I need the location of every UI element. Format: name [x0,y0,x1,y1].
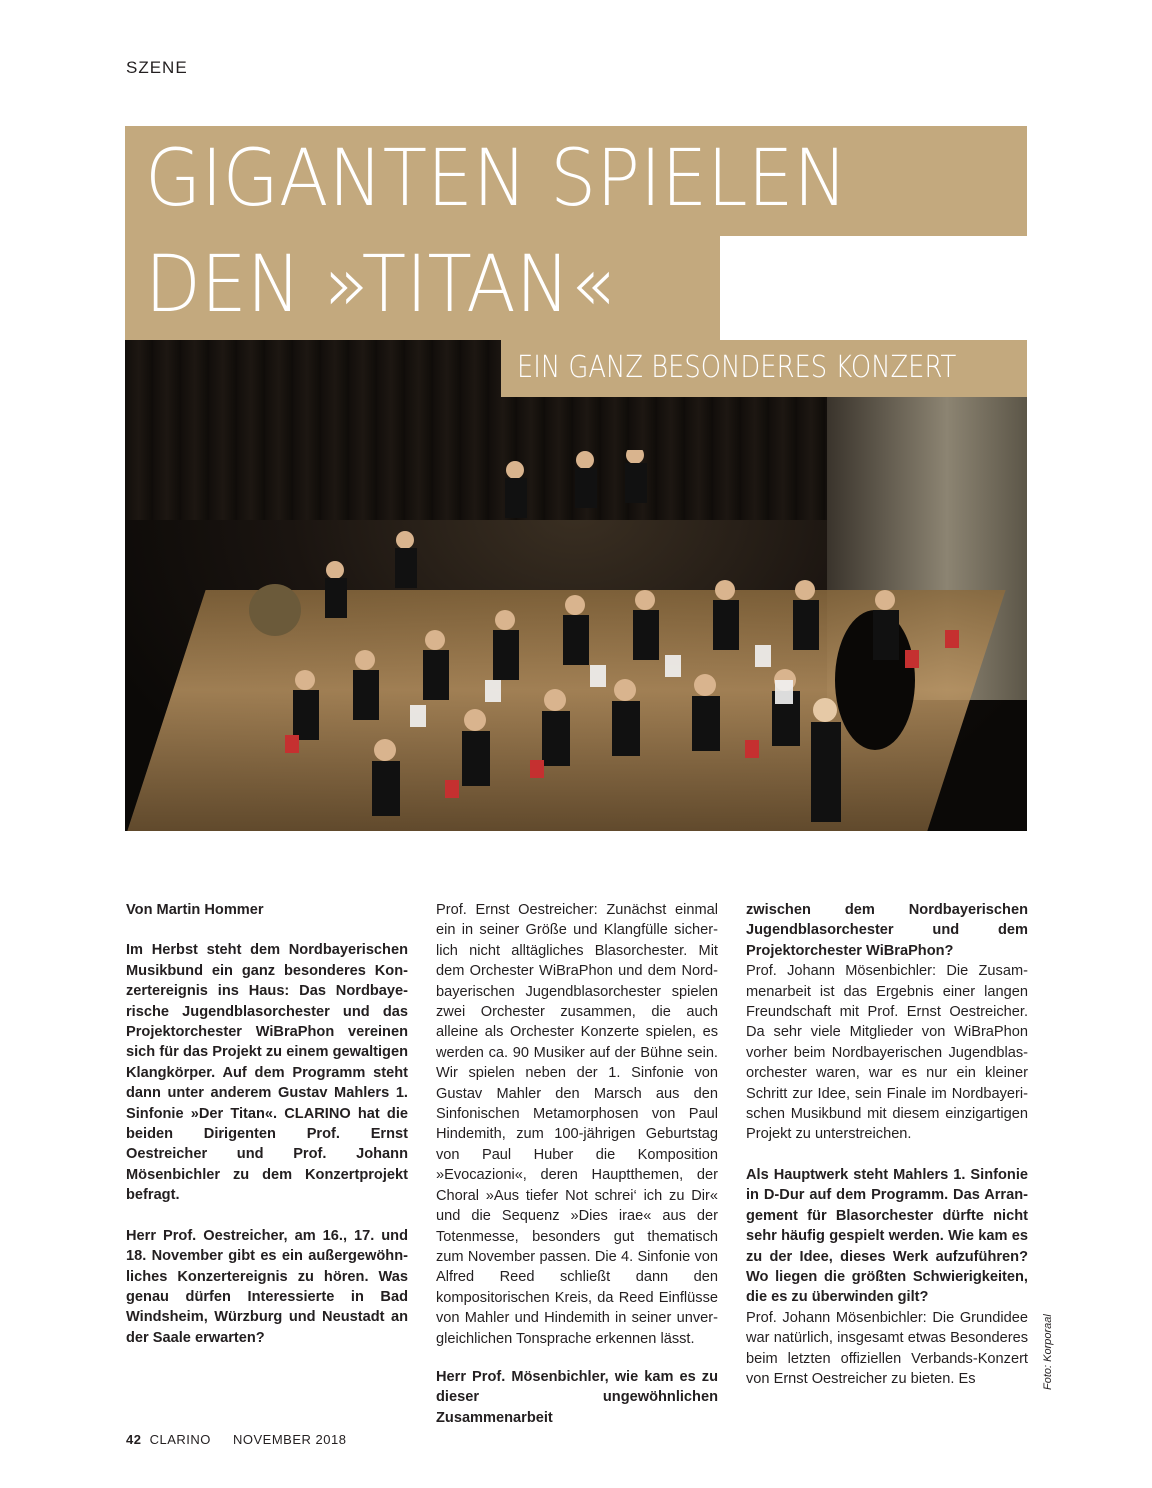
answer-3: Prof. Johann Mösenbichler: Die Grundidee war natürlich, insgesamt etwas Besonderes beim letzten offiziellen Verbands-Konzert von Ernst Oestreicher zu bieten. Es [746,1309,1028,1387]
section-label: SZENE [126,58,188,77]
page-number: 42 [126,1432,142,1447]
orchestra-photo [125,340,1027,831]
photo-credit: Foto: Korporaal [1042,1314,1054,1390]
question-2-continued: zwischen dem Nordbayerischen Jugendblasorchester und dem Projektorchester WiBraPhon? [746,902,1028,959]
answer-2: Prof. Johann Mösenbichler: Die Zusammenarbeit ist das Ergebnis einer langen Freundschaft mit Prof. Ernst Oestreicher. Da sehr viele Mitglieder von WiBraPhon vorher beim Nordbayerischen Jugendblasorchester waren, war es nur ein kleiner Schritt zur Idee, sein Finale im Nordbayerischen Musikbund mit diesem einzigartigen Projekt zu unterstreichen. [746,963,1028,1143]
question-2: Herr Prof. Mösenbichler, wie kam es zu dieser ungewöhnlichen Zusammenarbeit [436,1368,718,1426]
headline-line-2: DEN »TITAN« [145,240,615,330]
byline: Von Martin Hommer [126,902,264,918]
answer-1: Prof. Ernst Oestreicher: Zunächst einmal ein in seiner Größe und Klangfülle sicherlich nicht alltägliches Blasorchester. Mit dem Orchester WiBraPhon und dem Nordbayerischen Jugendblasorchester spielen zwei Orchester zusammen, die auch alleine als Orchester Konzerte spielen, es werden ca. 90 Musiker auf der Bühne sein. Wir spielen neben der 1. Sinfonie von Gustav Mahler den Marsch aus den Sinfonischen Metamorphosen von Paul Hindemith, zum 100-jährigen Geburtstag von Paul Huber die Komposition »Evocazioni«, deren Hauptthemen, der Choral »Aus tiefer Not schrei‘ ich zu Dir« und die Sequenz »Dies irae« aus der Totenmesse, besonders gut thematisch zum November passen. Die 4. Sinfonie von Alfred Reed schließt dann den kompositorischen Kreis, da Reed Einflüsse von Mahler und Hindemith in seiner unvergleichlichen Tonsprache erkennen lässt. [436,902,718,1347]
article-column-3 [746,900,1028,1409]
page-footer [126,1432,346,1447]
magazine-name: CLARINO [149,1432,211,1447]
intro-paragraph: Im Herbst steht dem Nordbayerischen Musikbund ein ganz besonderes Konzertereignis ins Haus: Das Nordbayerische Jugendblasorchester und das Projektorchester WiBraPhon vereinen sich für das Projekt zu einem gewaltigen Klangkörper. Auf dem Programm steht dann unter anderem Gustav Mahlers 1. Sinfonie »Der Titan«. CLARINO hat die beiden Dirigenten Prof. Ernst Oestreicher und Prof. Johann Mösenbichler zu dem Konzertprojekt befragt. [126,942,408,1204]
question-3: Als Hauptwerk steht Mahlers 1. Sinfonie in D-Dur auf dem Programm. Das Arrangement für Blasorchester dürfte nicht sehr häufig gespielt werden. Wie kam es zu der Idee, dieses Werk aufzuführen? Wo liegen die größten Schwierigkeiten, die es zu überwinden gilt? [746,1166,1028,1306]
musicians-illustration [185,450,985,830]
issue-date: NOVEMBER 2018 [233,1432,347,1447]
question-1: Herr Prof. Oestreicher, am 16., 17. und 18. November gibt es ein außergewöhnliches Konzertereignis zu hören. Was genau dürfen Interessierte in Bad Windsheim, Würzburg und Neustadt an der Saale erwarten? [126,1227,408,1346]
article-column-2 [436,900,718,1448]
article-column-1 [126,900,408,1368]
headline-notch [720,236,1027,340]
subtitle: EIN GANZ BESONDERES KONZERT [517,350,957,385]
headline-line-1: GIGANTEN SPIELEN [145,134,848,224]
